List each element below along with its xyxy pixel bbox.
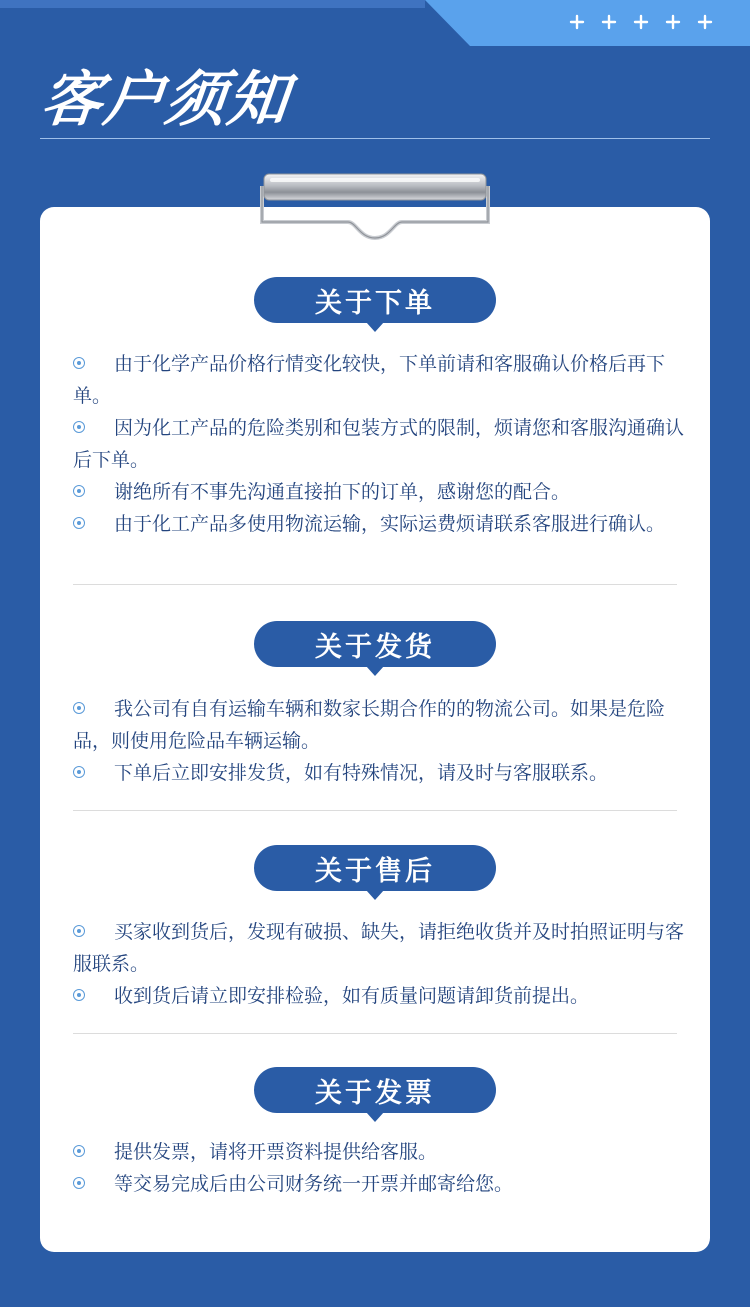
bullet-icon [73,1177,85,1189]
notice-card [40,207,710,1252]
title-divider [40,138,710,139]
bullet-icon [73,357,85,369]
pill-notch [366,322,384,332]
bullet-icon [73,517,85,529]
list-item: 收到货后请立即安排检验，如有质量问题请卸货前提出。 [73,980,685,1012]
section-items-invoice [73,1136,685,1200]
bullet-icon [73,421,85,433]
section-items-ordering [73,348,685,540]
section-title-label: 关于发货 [315,631,435,663]
list-item: 由于化学产品价格行情变化较快，下单前请和客服确认价格后再下单。 [73,353,666,407]
section-items-after-sales [73,916,685,1012]
pill-notch [366,666,384,676]
section-title-invoice [254,1067,496,1113]
section-title-label: 关于发票 [315,1077,435,1109]
bullet-icon [73,485,85,497]
bullet-icon [73,702,85,714]
section-title-label: 关于下单 [315,287,435,319]
header-decor-band [0,0,750,46]
section-title-label: 关于售后 [315,855,435,887]
list-item: 下单后立即安排发货，如有特殊情况，请及时与客服联系。 [73,757,685,789]
bullet-icon [73,989,85,1001]
section-divider [73,1033,677,1034]
clipboard-clip-icon [256,172,494,244]
list-item: 由于化工产品多使用物流运输，实际运费烦请联系客服进行确认。 [73,508,685,540]
section-title-ordering [254,277,496,323]
pill-notch [366,890,384,900]
list-item: 提供发票，请将开票资料提供给客服。 [73,1136,685,1168]
list-item: 谢绝所有不事先沟通直接拍下的订单，感谢您的配合。 [73,476,685,508]
list-item: 因为化工产品的危险类别和包装方式的限制，烦请您和客服沟通确认后下单。 [73,417,685,471]
bullet-icon [73,1145,85,1157]
list-item: 买家收到货后，发现有破损、缺失，请拒绝收货并及时拍照证明与客服联系。 [73,921,685,975]
bullet-icon [73,925,85,937]
section-items-shipping [73,693,685,789]
bullet-icon [73,766,85,778]
pill-notch [366,1112,384,1122]
page-title: 客户须知 [37,65,294,135]
section-divider [73,584,677,585]
list-item: 等交易完成后由公司财务统一开票并邮寄给您。 [73,1168,685,1200]
list-item: 我公司有自有运输车辆和数家长期合作的的物流公司。如果是危险品，则使用危险品车辆运输。 [73,698,666,752]
section-title-after-sales [254,845,496,891]
section-title-shipping [254,621,496,667]
section-divider [73,810,677,811]
